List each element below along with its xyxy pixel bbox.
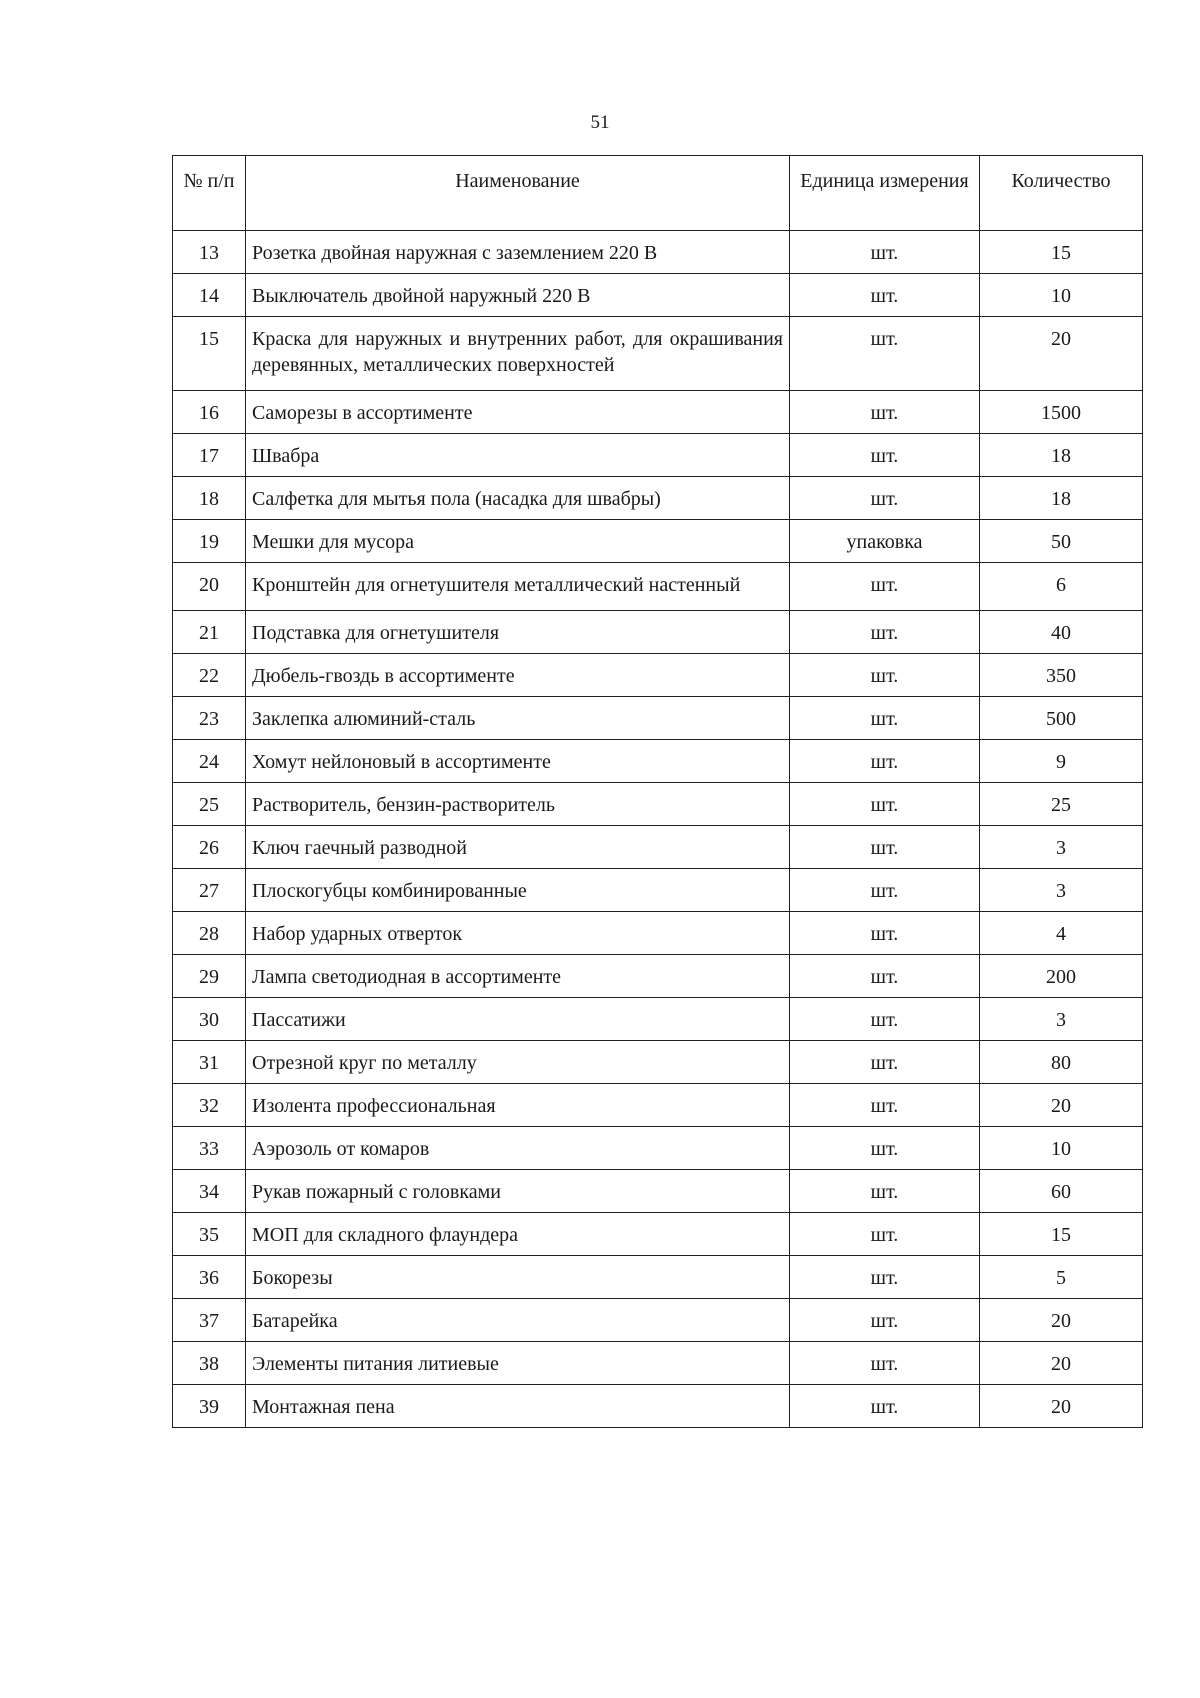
item-quantity: 20 <box>980 1299 1143 1342</box>
item-quantity: 15 <box>980 1213 1143 1256</box>
item-unit: шт. <box>790 654 980 697</box>
item-unit: шт. <box>790 1385 980 1428</box>
item-quantity: 25 <box>980 783 1143 826</box>
item-unit: шт. <box>790 434 980 477</box>
item-quantity: 15 <box>980 231 1143 274</box>
item-unit: шт. <box>790 317 980 391</box>
table-row <box>173 998 1143 1041</box>
row-number: 37 <box>173 1299 246 1342</box>
item-quantity: 20 <box>980 317 1143 391</box>
row-number: 23 <box>173 697 246 740</box>
item-name: Салфетка для мытья пола (насадка для швабры) <box>246 477 790 520</box>
item-unit: шт. <box>790 955 980 998</box>
item-quantity: 350 <box>980 654 1143 697</box>
table-row <box>173 1170 1143 1213</box>
table-row <box>173 274 1143 317</box>
item-quantity: 500 <box>980 697 1143 740</box>
table-row <box>173 654 1143 697</box>
item-name: Элементы питания литиевые <box>246 1342 790 1385</box>
table-row <box>173 563 1143 611</box>
table-row <box>173 1084 1143 1127</box>
item-quantity: 5 <box>980 1256 1143 1299</box>
row-number: 16 <box>173 391 246 434</box>
item-unit: шт. <box>790 740 980 783</box>
item-quantity: 10 <box>980 1127 1143 1170</box>
row-number: 22 <box>173 654 246 697</box>
item-unit: шт. <box>790 826 980 869</box>
item-quantity: 18 <box>980 477 1143 520</box>
row-number: 34 <box>173 1170 246 1213</box>
table-row <box>173 317 1143 391</box>
item-name: Пассатижи <box>246 998 790 1041</box>
row-number: 27 <box>173 869 246 912</box>
item-name: Выключатель двойной наружный 220 В <box>246 274 790 317</box>
row-number: 39 <box>173 1385 246 1428</box>
item-quantity: 20 <box>980 1084 1143 1127</box>
table-row <box>173 1256 1143 1299</box>
item-quantity: 1500 <box>980 391 1143 434</box>
item-unit: шт. <box>790 869 980 912</box>
header-num: № п/п <box>173 156 246 231</box>
row-number: 36 <box>173 1256 246 1299</box>
table-row <box>173 477 1143 520</box>
table-header-row <box>173 156 1143 231</box>
item-name: Батарейка <box>246 1299 790 1342</box>
item-name: Аэрозоль от комаров <box>246 1127 790 1170</box>
table-row <box>173 697 1143 740</box>
table-row <box>173 391 1143 434</box>
item-unit: упаковка <box>790 520 980 563</box>
table-row <box>173 783 1143 826</box>
item-name: Подставка для огнетушителя <box>246 611 790 654</box>
table-row <box>173 826 1143 869</box>
item-quantity: 200 <box>980 955 1143 998</box>
table-row <box>173 1342 1143 1385</box>
item-name: Монтажная пена <box>246 1385 790 1428</box>
row-number: 30 <box>173 998 246 1041</box>
item-name: Лампа светодиодная в ассортименте <box>246 955 790 998</box>
item-name: Швабра <box>246 434 790 477</box>
item-name: Плоскогубцы комбинированные <box>246 869 790 912</box>
item-unit: шт. <box>790 697 980 740</box>
item-name: Краска для наружных и внутренних работ, для окрашивания деревянных, металлических поверхностей <box>246 317 790 391</box>
item-unit: шт. <box>790 477 980 520</box>
row-number: 26 <box>173 826 246 869</box>
item-quantity: 40 <box>980 611 1143 654</box>
item-name: Розетка двойная наружная с заземлением 220 В <box>246 231 790 274</box>
item-unit: шт. <box>790 1342 980 1385</box>
item-quantity: 3 <box>980 826 1143 869</box>
row-number: 21 <box>173 611 246 654</box>
item-name: Набор ударных отверток <box>246 912 790 955</box>
item-name: Рукав пожарный с головками <box>246 1170 790 1213</box>
item-unit: шт. <box>790 998 980 1041</box>
item-unit: шт. <box>790 274 980 317</box>
item-unit: шт. <box>790 1084 980 1127</box>
item-quantity: 20 <box>980 1342 1143 1385</box>
table-row <box>173 740 1143 783</box>
row-number: 31 <box>173 1041 246 1084</box>
items-table <box>172 155 1143 1428</box>
item-unit: шт. <box>790 912 980 955</box>
item-quantity: 10 <box>980 274 1143 317</box>
table-row <box>173 1213 1143 1256</box>
item-quantity: 3 <box>980 998 1143 1041</box>
table-row <box>173 912 1143 955</box>
item-unit: шт. <box>790 563 980 611</box>
item-unit: шт. <box>790 1170 980 1213</box>
table-row <box>173 1041 1143 1084</box>
row-number: 25 <box>173 783 246 826</box>
row-number: 15 <box>173 317 246 391</box>
item-name: Саморезы в ассортименте <box>246 391 790 434</box>
table-row <box>173 1299 1143 1342</box>
table-body <box>173 231 1143 1428</box>
item-unit: шт. <box>790 1213 980 1256</box>
item-unit: шт. <box>790 611 980 654</box>
item-name: Бокорезы <box>246 1256 790 1299</box>
row-number: 29 <box>173 955 246 998</box>
row-number: 13 <box>173 231 246 274</box>
row-number: 14 <box>173 274 246 317</box>
row-number: 38 <box>173 1342 246 1385</box>
item-quantity: 6 <box>980 563 1143 611</box>
item-name: Хомут нейлоновый в ассортименте <box>246 740 790 783</box>
item-unit: шт. <box>790 1041 980 1084</box>
item-name: Изолента профессиональная <box>246 1084 790 1127</box>
item-quantity: 9 <box>980 740 1143 783</box>
item-name: Отрезной круг по металлу <box>246 1041 790 1084</box>
item-quantity: 60 <box>980 1170 1143 1213</box>
header-unit: Единица измерения <box>790 156 980 231</box>
row-number: 32 <box>173 1084 246 1127</box>
row-number: 35 <box>173 1213 246 1256</box>
item-unit: шт. <box>790 231 980 274</box>
item-unit: шт. <box>790 1299 980 1342</box>
item-quantity: 18 <box>980 434 1143 477</box>
table-row <box>173 869 1143 912</box>
item-unit: шт. <box>790 1256 980 1299</box>
table-row <box>173 520 1143 563</box>
item-name: Дюбель-гвоздь в ассортименте <box>246 654 790 697</box>
table-row <box>173 1127 1143 1170</box>
row-number: 20 <box>173 563 246 611</box>
table-row <box>173 231 1143 274</box>
item-name: Ключ гаечный разводной <box>246 826 790 869</box>
table-row <box>173 955 1143 998</box>
row-number: 28 <box>173 912 246 955</box>
item-unit: шт. <box>790 391 980 434</box>
page-number: 51 <box>590 112 610 133</box>
row-number: 24 <box>173 740 246 783</box>
item-name: Растворитель, бензин-растворитель <box>246 783 790 826</box>
row-number: 19 <box>173 520 246 563</box>
item-name: Кронштейн для огнетушителя металлический настенный <box>246 563 790 611</box>
item-name: Мешки для мусора <box>246 520 790 563</box>
item-quantity: 80 <box>980 1041 1143 1084</box>
item-quantity: 20 <box>980 1385 1143 1428</box>
table-row <box>173 434 1143 477</box>
item-name: МОП для складного флаундера <box>246 1213 790 1256</box>
header-name: Наименование <box>246 156 790 231</box>
table-row <box>173 611 1143 654</box>
item-unit: шт. <box>790 1127 980 1170</box>
row-number: 18 <box>173 477 246 520</box>
item-quantity: 3 <box>980 869 1143 912</box>
header-qty: Количество <box>980 156 1143 231</box>
item-quantity: 4 <box>980 912 1143 955</box>
item-unit: шт. <box>790 783 980 826</box>
table-row <box>173 1385 1143 1428</box>
row-number: 17 <box>173 434 246 477</box>
item-quantity: 50 <box>980 520 1143 563</box>
row-number: 33 <box>173 1127 246 1170</box>
item-name: Заклепка алюминий-сталь <box>246 697 790 740</box>
